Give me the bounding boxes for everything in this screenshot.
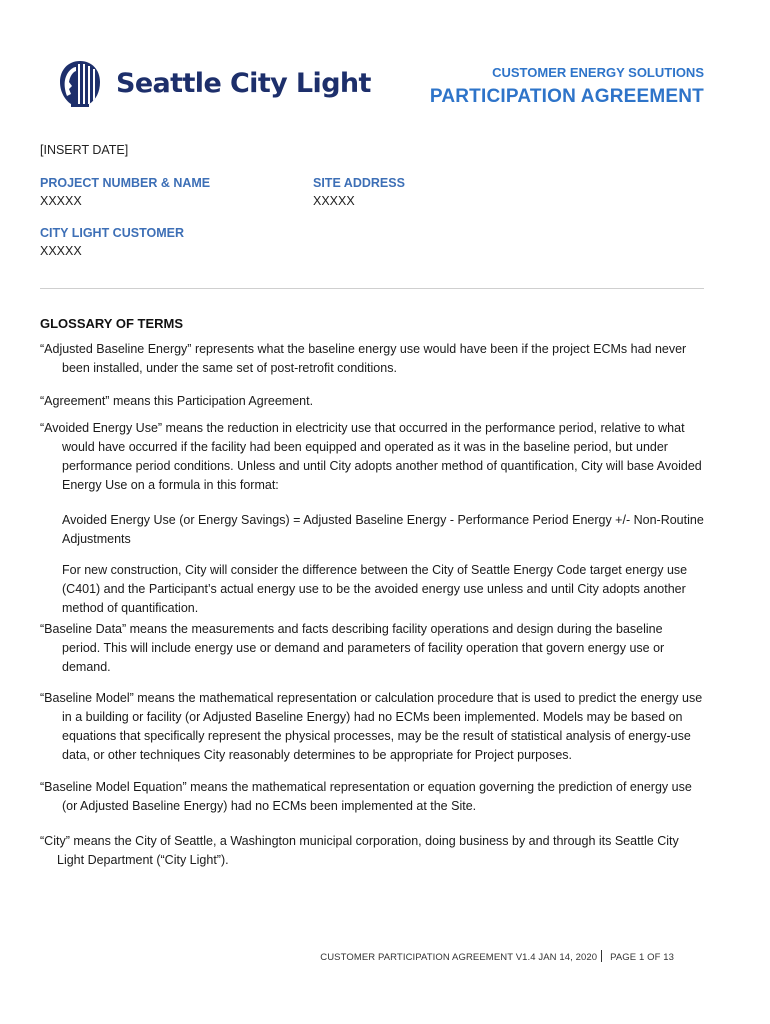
glossary-entry-baseline-data: “Baseline Data” means the measurements and facts describing facility operations and design during the baseline period. This will include energy use or demand and parameters of facility operation that govern energy use or demand. xyxy=(40,622,665,674)
site-address-label: SITE ADDRESS xyxy=(313,176,405,190)
site-address-field xyxy=(313,175,405,210)
chief-seattle-logo-icon xyxy=(56,58,104,108)
glossary-entry-baseline-model: “Baseline Model” means the mathematical representation or calculation procedure that is used to predict the energy use in a building or facility (or Adjusted Baseline Energy) had no ECMs been implemented. Models may be based on equations that specifically represent the physical processes, may be the result of statistical analysis of energy-use data, or other techniques City reasonably determines to be appropriate for Project purposes. xyxy=(40,691,703,762)
avoided-energy-formula: Avoided Energy Use (or Energy Savings) = Adjusted Baseline Energy - Performance Period Energy +/- Non-Routine Adjustments xyxy=(62,513,704,546)
glossary-entry-agreement: “Agreement” means this Participation Agreement. xyxy=(40,394,314,408)
customer-label: CITY LIGHT CUSTOMER xyxy=(40,226,184,240)
glossary-entry-avoided-energy: “Avoided Energy Use” means the reduction in electricity use that occurred in the performance period, relative to what would have occurred if the facility had been equipped and operated as it was in the baseline period, but under performance period conditions. Unless and until City adopts another method of quantification, City will base Avoided Energy Use on a formula in this format: xyxy=(40,421,702,492)
glossary-entry-baseline-model-equation: “Baseline Model Equation” means the mathematical representation or equation governing the prediction of energy use (or Adjusted Baseline Energy) had no ECMs been implemented at the Site. xyxy=(40,780,692,813)
date-placeholder: [INSERT DATE] xyxy=(40,143,129,157)
footer-separator xyxy=(601,950,602,962)
customer-value: XXXXX xyxy=(40,244,82,258)
project-field xyxy=(40,175,210,210)
footer-version: CUSTOMER PARTICIPATION AGREEMENT V1.4 JAN 14, 2020 xyxy=(320,952,598,963)
glossary-entry-adjusted-baseline: “Adjusted Baseline Energy” represents what the baseline energy use would have been if the project ECMs had never been installed, under the same set of post-retrofit conditions. xyxy=(40,342,687,375)
seattle-city-light-logo xyxy=(56,58,371,108)
brand-name: Seattle City Light xyxy=(116,67,371,99)
page-title: PARTICIPATION AGREEMENT xyxy=(429,86,704,107)
site-address-value: XXXXX xyxy=(313,194,355,208)
section-divider xyxy=(40,288,704,289)
avoided-energy-new-construction: For new construction, City will consider the difference between the City of Seattle Energy Code target energy use (C401) and the Participant’s actual energy use to be the avoided energy use unless and until City adopts another method of quantification. xyxy=(62,563,688,615)
glossary-section xyxy=(40,315,704,870)
glossary-entry-city: “City” means the City of Seattle, a Washington municipal corporation, doing business by and through its Seattle City Light Department (“City Light”). xyxy=(40,834,679,867)
customer-field xyxy=(40,225,184,260)
header-subtitle: CUSTOMER ENERGY SOLUTIONS xyxy=(492,65,704,80)
glossary-heading: GLOSSARY OF TERMS xyxy=(40,316,184,331)
project-label: PROJECT NUMBER & NAME xyxy=(40,176,211,190)
project-value: XXXXX xyxy=(40,194,82,208)
page-footer xyxy=(0,950,674,963)
footer-page-number: PAGE 1 OF 13 xyxy=(610,952,674,963)
document-header xyxy=(430,66,704,107)
